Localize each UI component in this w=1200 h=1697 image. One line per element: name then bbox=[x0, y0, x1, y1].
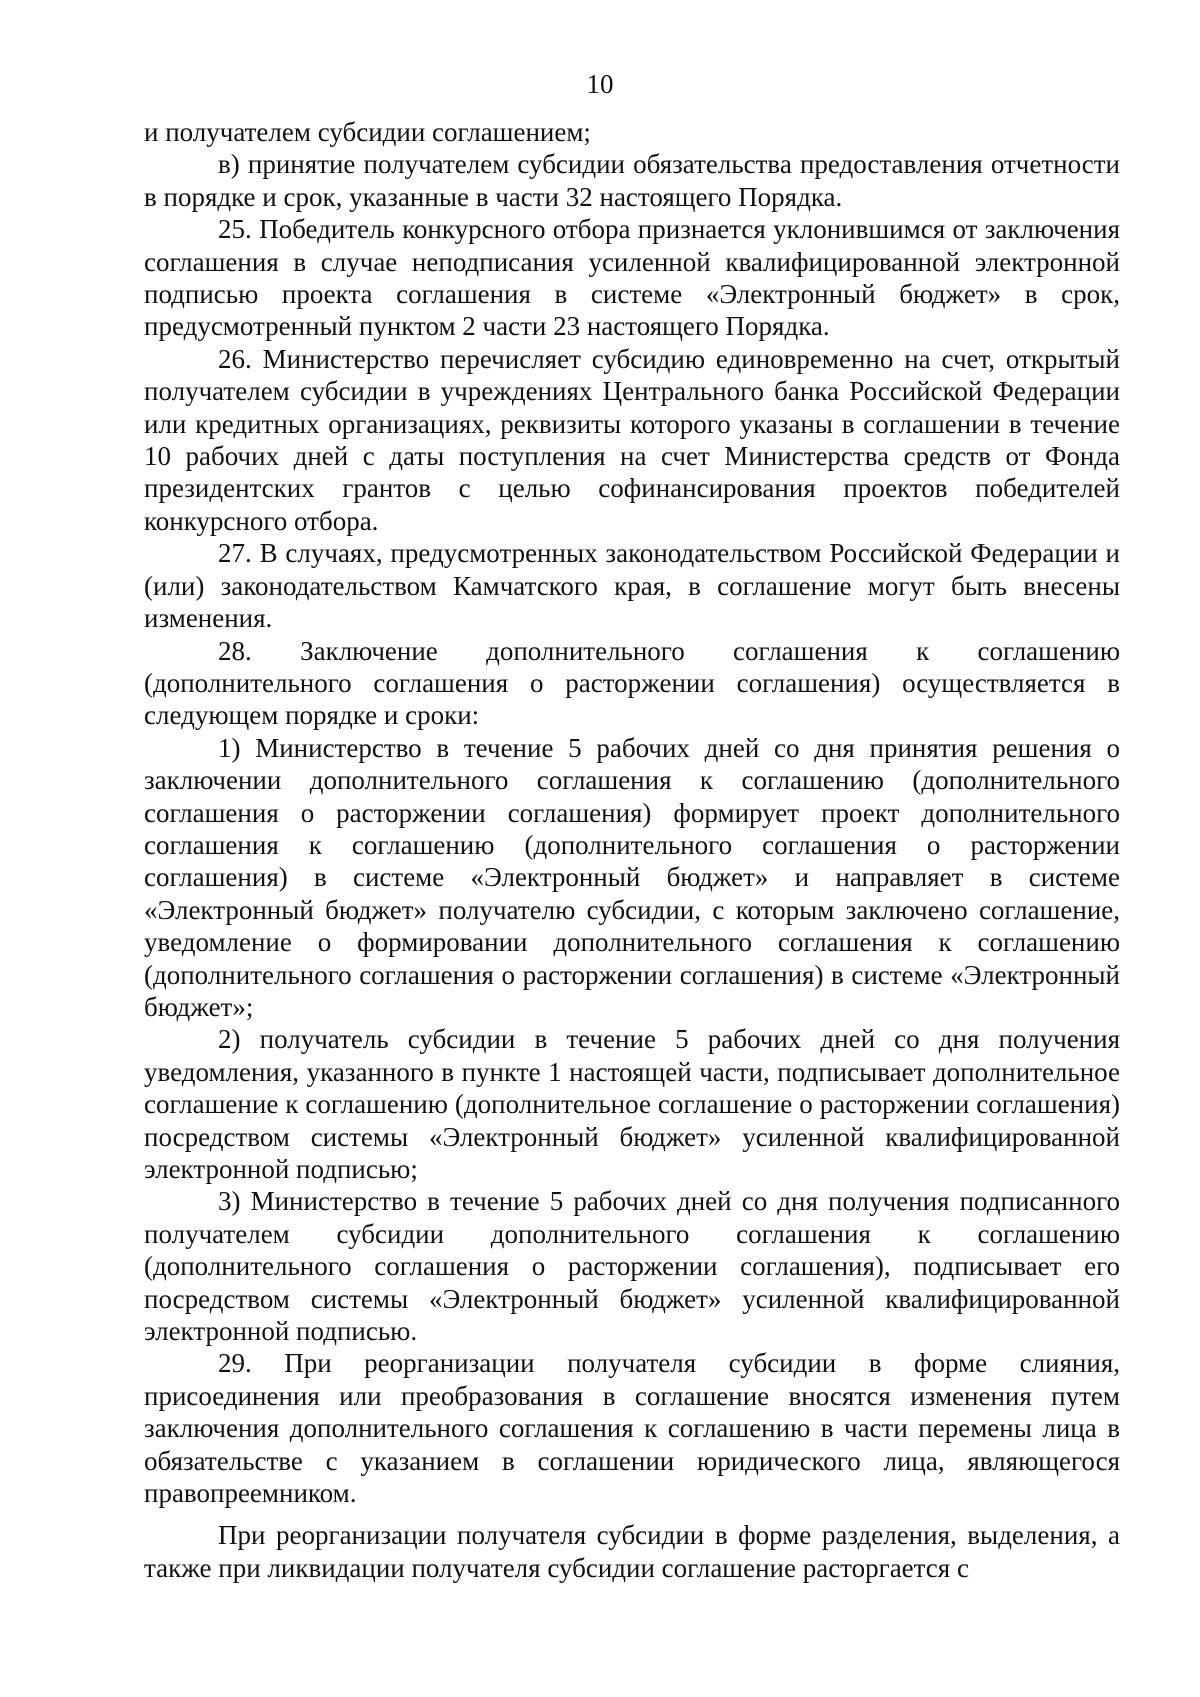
paragraph-29-continuation: При реорганизации получателя субсидии в форме разделения, выделения, а также при ликвидации получателя субсидии соглашение расторгается с bbox=[144, 1520, 1120, 1583]
paragraph-28: 28. Заключение дополнительного соглашения к соглашению (дополнительного соглашения о расторжении соглашения) осуществляется в следующем порядке и сроки: bbox=[144, 635, 1120, 731]
paragraph-29: 29. При реорганизации получателя субсидии в форме слияния, присоединения или преобразования в соглашение вносятся изменения путем заключения дополнительного соглашения к соглашению в части перемены лица в обязательстве с указанием в соглашении юридического лица, являющегося правопреемником. bbox=[144, 1348, 1120, 1509]
paragraph-continuation: и получателем субсидии соглашением; bbox=[144, 117, 591, 147]
document-body bbox=[144, 116, 1120, 1584]
paragraph-28-item-1: 1) Министерство в течение 5 рабочих дней со дня принятия решения о заключении дополнительного соглашения к соглашению (дополнительного соглашения о расторжении соглашения) формирует проект дополнительного соглашения к соглашению (дополнительного соглашения о расторжении соглашения) в системе «Электронный бюджет» и направляет в системе «Электронный бюджет» получателю субсидии, с которым заключено соглашение, уведомление о формировании дополнительного соглашения к соглашению (дополнительного соглашения о расторжении соглашения) в системе «Электронный бюджет»; bbox=[144, 732, 1120, 1022]
paragraph-27: 27. В случаях, предусмотренных законодательством Российской Федерации и (или) законодательством Камчатского края, в соглашение могут быть внесены изменения. bbox=[144, 538, 1120, 634]
paragraph-26: 26. Министерство перечисляет субсидию единовременно на счет, открытый получателем субсидии в учреждениях Центрального банка Российской Федерации или кредитных организациях, реквизиты которого указаны в соглашении в течение 10 рабочих дней с даты поступления на счет Министерства средств от Фонда президентских грантов с целью софинансирования проектов победителей конкурсного отбора. bbox=[144, 343, 1120, 536]
page-number: 10 bbox=[586, 69, 614, 99]
paragraph-item-v: в) принятие получателем субсидии обязательства предоставления отчетности в порядке и срок, указанные в части 32 настоящего Порядка. bbox=[144, 149, 1120, 212]
paragraph-28-item-3: 3) Министерство в течение 5 рабочих дней со дня получения подписанного получателем субсидии дополнительного соглашения к соглашению (дополнительного соглашения о расторжении соглашения), подписывает его посредством системы «Электронный бюджет» усиленной квалифицированной электронной подписью. bbox=[144, 1186, 1120, 1347]
paragraph-25: 25. Победитель конкурсного отбора признается уклонившимся от заключения соглашения в случае неподписания усиленной квалифицированной электронной подписью проекта соглашения в системе «Электронный бюджет» в срок, предусмотренный пунктом 2 части 23 настоящего Порядка. bbox=[144, 214, 1120, 342]
paragraph-28-item-2: 2) получатель субсидии в течение 5 рабочих дней со дня получения уведомления, указанного в пункте 1 настоящей части, подписывает дополнительное соглашение к соглашению (дополнительное соглашение о расторжении соглашения) посредством системы «Электронный бюджет» усиленной квалифицированной электронной подписью; bbox=[144, 1024, 1120, 1184]
